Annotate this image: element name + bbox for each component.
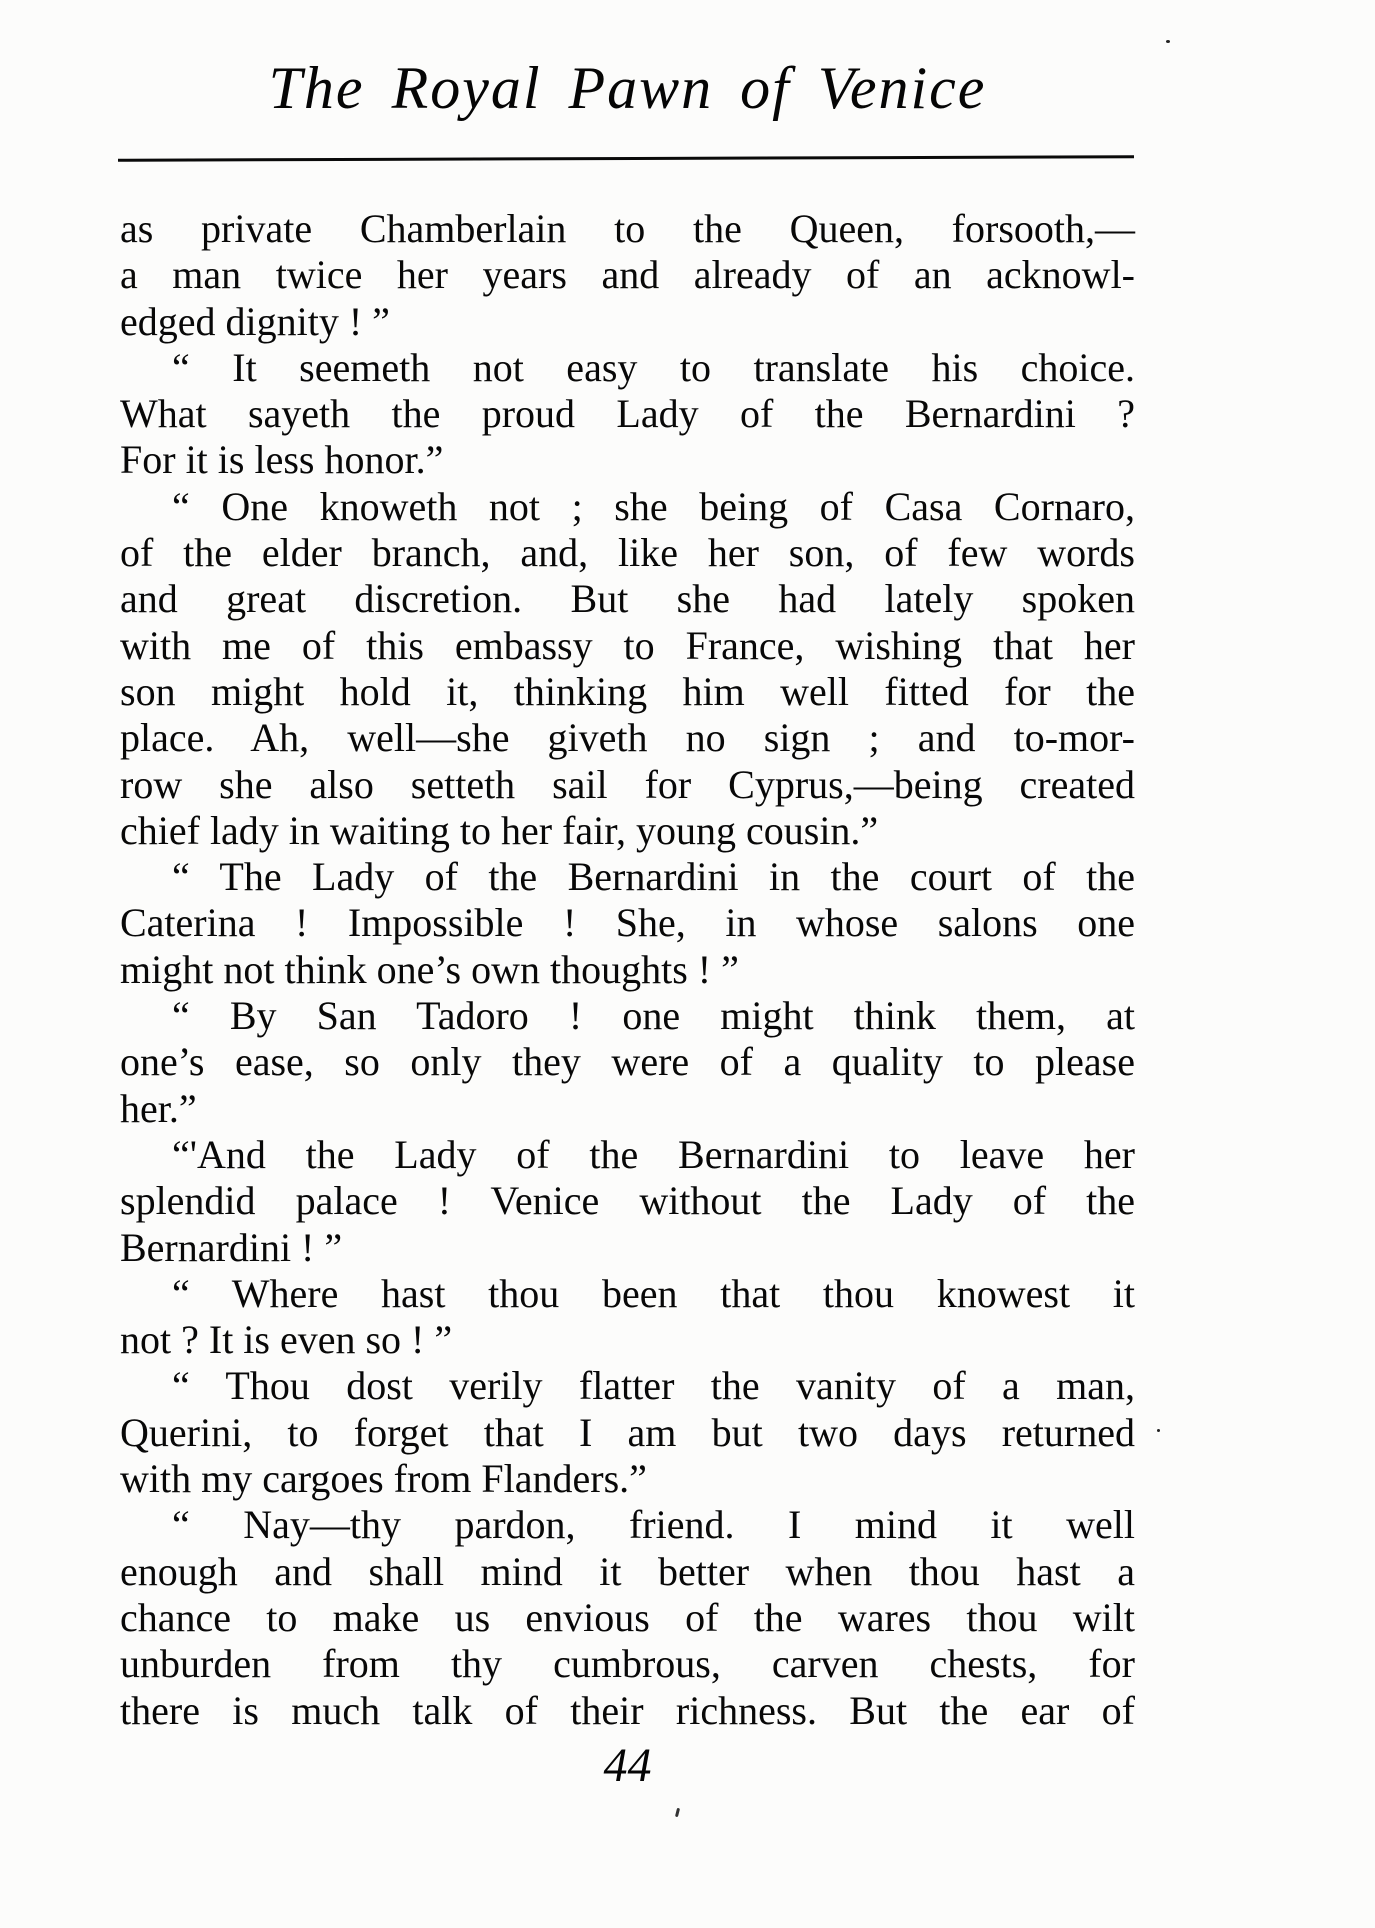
text-line: “ It seemeth not easy to translate his choice.	[172, 344, 1135, 390]
text-line: a man twice her years and already of an acknowl-	[120, 252, 1135, 298]
text-line: not ? It is even so ! ”	[120, 1317, 453, 1363]
text-line: edged dignity ! ”	[120, 298, 390, 344]
text-line: there is much talk of their richness. But the ear of	[120, 1687, 1135, 1733]
text-line: “ Where hast thou been that thou knowest it	[172, 1270, 1135, 1316]
text-line: place. Ah, well—she giveth no sign ; and to-mor-	[120, 715, 1135, 761]
text-line: “ The Lady of the Bernardini in the court of the	[172, 854, 1135, 900]
text-line: enough and shall mind it better when thou hast a	[120, 1548, 1135, 1594]
page-body-text	[120, 206, 1135, 1734]
text-line: chief lady in waiting to her fair, young cousin.”	[120, 807, 879, 853]
text-line: chance to make us envious of the wares thou wilt	[120, 1594, 1135, 1640]
text-line: one’s ease, so only they were of a quality to please	[120, 1039, 1135, 1085]
running-title: The Royal Pawn of Venice	[268, 55, 987, 121]
text-line: with me of this embassy to France, wishing that her	[120, 622, 1135, 668]
text-line: row she also setteth sail for Cyprus,—being created	[120, 761, 1135, 807]
scan-speck	[1166, 40, 1170, 43]
scan-speck	[1157, 1429, 1160, 1432]
text-line: Bernardini ! ”	[120, 1224, 343, 1270]
text-line: Querini, to forget that I am but two days returned	[120, 1409, 1135, 1455]
text-line: and great discretion. But she had lately spoken	[120, 576, 1135, 622]
text-line: “ Thou dost verily flatter the vanity of a man,	[172, 1363, 1135, 1409]
text-line: her.”	[120, 1085, 197, 1131]
text-line: as private Chamberlain to the Queen, forsooth,—	[120, 206, 1135, 251]
text-line: Caterina ! Impossible ! She, in whose salons one	[120, 900, 1135, 946]
header-rule-divider	[118, 155, 1134, 162]
text-line: For it is less honor.”	[120, 437, 444, 483]
text-line: “ By San Tadoro ! one might think them, at	[172, 993, 1135, 1039]
text-line: of the elder branch, and, like her son, of few words	[120, 530, 1135, 576]
text-line: son might hold it, thinking him well fitted for the	[120, 668, 1135, 714]
text-line: “ Nay—thy pardon, friend. I mind it well	[172, 1502, 1135, 1548]
text-line: might not think one’s own thoughts ! ”	[120, 946, 739, 992]
text-line: unburden from thy cumbrous, carven chests, for	[120, 1641, 1135, 1687]
page-number: 44	[603, 1739, 652, 1792]
text-line: “ One knoweth not ; she being of Casa Cornaro,	[172, 483, 1135, 529]
text-line: What sayeth the proud Lady of the Bernardini ?	[120, 391, 1135, 437]
text-line: “'And the Lady of the Bernardini to leave her	[172, 1131, 1135, 1177]
text-line: with my cargoes from Flanders.”	[120, 1456, 647, 1502]
text-line: splendid palace ! Venice without the Lady of the	[120, 1178, 1135, 1224]
scan-speck	[675, 1808, 680, 1817]
